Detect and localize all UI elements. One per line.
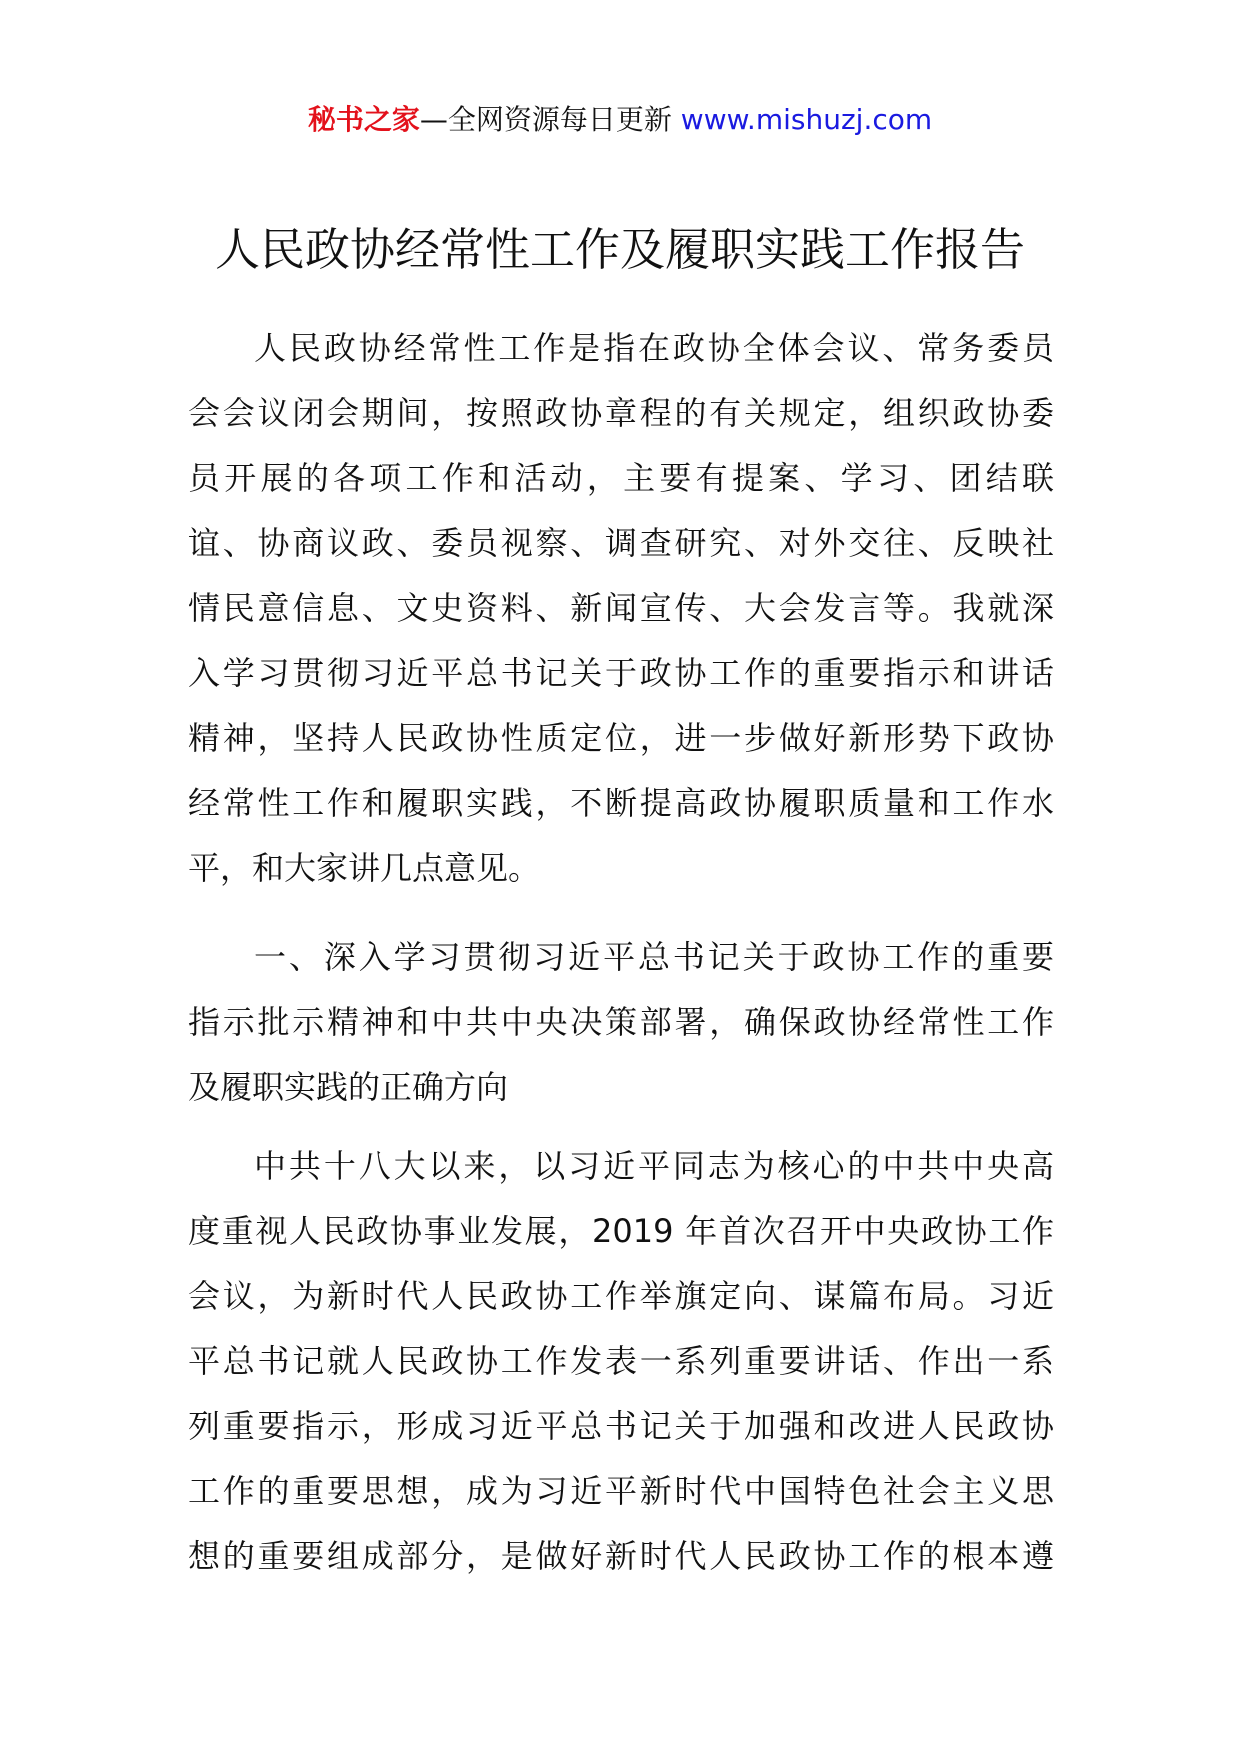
text-line: 经常性工作和履职实践，不断提高政协履职质量和工作水 (188, 784, 1054, 822)
text-line: 度重视人民政协事业发展，2019 年首次召开中央政协工作 (188, 1212, 1054, 1250)
text-line: 人民政协经常性工作是指在政协全体会议、常务委员 (254, 329, 1054, 367)
text-line: 列重要指示，形成习近平总书记关于加强和改进人民政协 (188, 1407, 1054, 1445)
text-line: 谊、协商议政、委员视察、调查研究、对外交往、反映社 (188, 524, 1054, 562)
text-line: 一、深入学习贯彻习近平总书记关于政协工作的重要 (254, 938, 1054, 976)
site-url-link[interactable]: www.mishuzj.com (680, 103, 933, 136)
text-line: 情民意信息、文史资料、新闻宣传、大会发言等。我就深 (188, 589, 1054, 627)
text-line: 入学习贯彻习近平总书记关于政协工作的重要指示和讲话 (188, 654, 1054, 692)
text-line: 平，和大家讲几点意见。 (188, 849, 541, 887)
site-tagline: —全网资源每日更新 (419, 103, 672, 136)
document-title: 人民政协经常性工作及履职实践工作报告 (214, 223, 1025, 276)
section-heading-1 (188, 925, 1054, 1120)
paragraph-gap (188, 1120, 1054, 1134)
site-brand: 秘书之家 (307, 103, 420, 136)
document-body (188, 316, 1054, 1589)
paragraph-body (188, 1134, 1054, 1589)
text-line: 想的重要组成部分，是做好新时代人民政协工作的根本遵 (188, 1537, 1054, 1575)
text-line: 员开展的各项工作和活动，主要有提案、学习、团结联 (188, 459, 1054, 497)
paragraph-gap (188, 901, 1054, 925)
text-line: 指示批示精神和中共中央决策部署，确保政协经常性工作 (188, 1003, 1054, 1041)
text-line: 会议，为新时代人民政协工作举旗定向、谋篇布局。习近 (188, 1277, 1054, 1315)
text-line: 工作的重要思想，成为习近平新时代中国特色社会主义思 (188, 1472, 1054, 1510)
text-line: 精神，坚持人民政协性质定位，进一步做好新形势下政协 (188, 719, 1054, 757)
text-line: 会会议闭会期间，按照政协章程的有关规定，组织政协委 (188, 394, 1054, 432)
text-line: 中共十八大以来，以习近平同志为核心的中共中央高 (254, 1147, 1054, 1185)
text-line: 平总书记就人民政协工作发表一系列重要讲话、作出一系 (188, 1342, 1054, 1380)
text-line: 及履职实践的正确方向 (188, 1068, 509, 1106)
site-header (0, 100, 1240, 140)
paragraph-intro (188, 316, 1054, 901)
